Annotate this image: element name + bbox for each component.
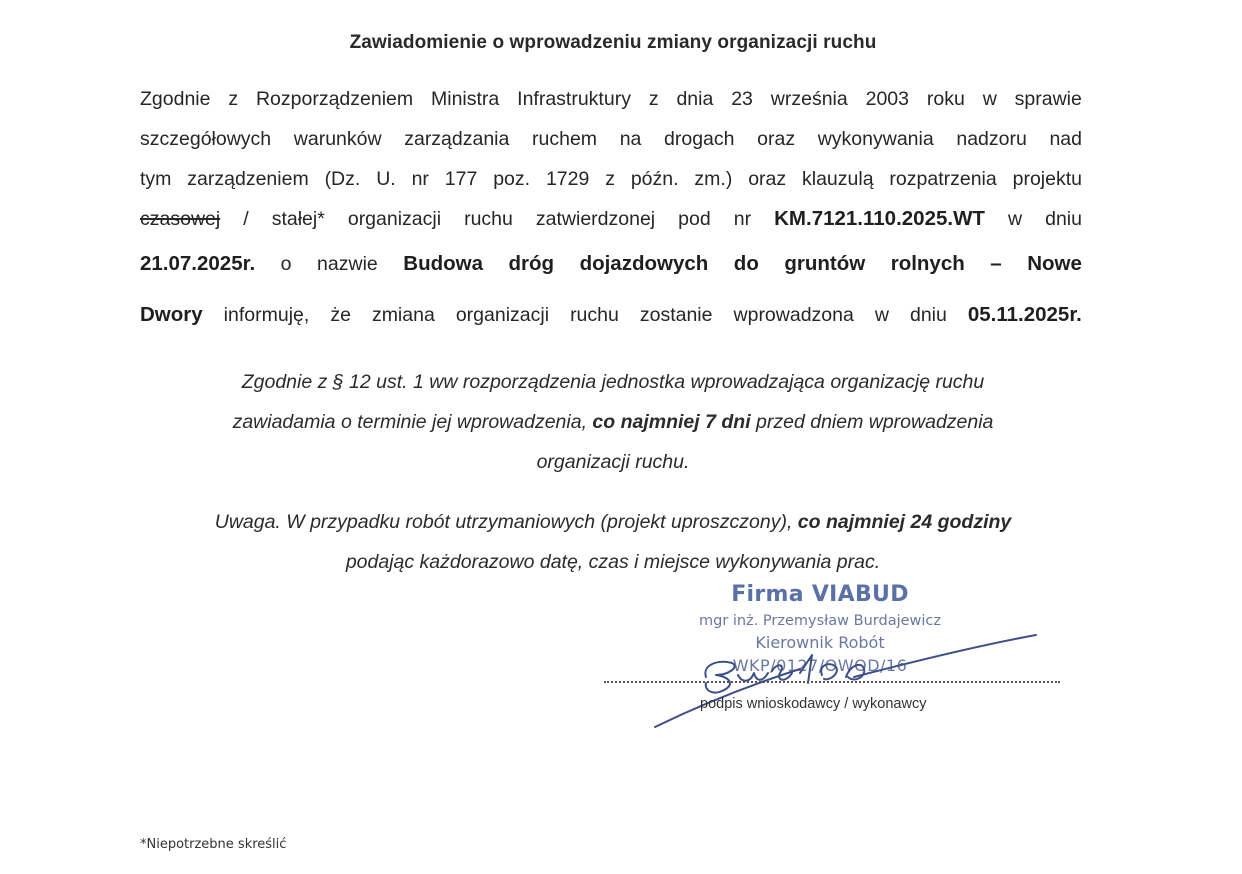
- word: pod: [678, 208, 711, 230]
- project-name-word: –: [990, 252, 1002, 275]
- min-notice-period: co najmniej 7 dni: [592, 411, 751, 433]
- word: ruchu: [570, 304, 619, 326]
- paragraph-line-4: [140, 200, 1082, 240]
- word: że: [330, 304, 351, 326]
- word: informuję,: [223, 304, 310, 326]
- project-name-word: rolnych: [890, 252, 965, 275]
- word: oraz: [757, 128, 796, 150]
- word: dnia: [676, 88, 714, 110]
- paragraph-line-2: [140, 120, 1082, 160]
- word: 23: [731, 88, 753, 110]
- word: szczegółowych: [140, 128, 272, 150]
- word: organizacji: [347, 208, 442, 230]
- word: zarządzania: [404, 128, 510, 150]
- note-text: Uwaga. W przypadku robót utrzymaniowych (projekt uproszczony),: [214, 511, 798, 533]
- stamp-company-name: Firma VIABUD: [731, 582, 909, 607]
- word: z: [648, 88, 659, 110]
- word: dniu: [909, 304, 947, 326]
- project-name-word: Nowe: [1027, 252, 1082, 275]
- project-name-word: dojazdowych: [579, 252, 709, 275]
- word: oraz: [748, 168, 787, 190]
- word: 2003: [865, 88, 909, 110]
- word: zm.): [694, 168, 733, 190]
- stamp-person-name: mgr inż. Przemysław Burdajewicz: [698, 613, 942, 629]
- warning-note: [0, 502, 1226, 582]
- word: ruchu: [464, 208, 513, 230]
- word: U.: [376, 168, 396, 190]
- word: projektu: [1012, 168, 1082, 190]
- document-title: Zawiadomienie o wprowadzeniu zmiany organizacji ruchu: [349, 32, 877, 53]
- word: w: [874, 304, 889, 326]
- note-line: [0, 502, 1226, 542]
- word: dniu: [1045, 208, 1082, 230]
- word: organizacji: [455, 304, 550, 326]
- word: Ministra: [431, 88, 500, 110]
- word: drogach: [664, 128, 735, 150]
- stamp-license-number: WKP/0127/OWOD/16: [732, 656, 908, 675]
- word: wykonywania: [817, 128, 934, 150]
- word: zmiana: [371, 304, 435, 326]
- word: w: [1007, 208, 1023, 230]
- min-notice-hours: co najmniej 24 godziny: [797, 511, 1012, 533]
- note-text: zawiadamia o terminie jej wprowadzenia,: [232, 411, 593, 433]
- word: zatwierdzonej: [535, 208, 656, 230]
- word: Infrastruktury: [517, 88, 631, 110]
- word: (Dz.: [324, 168, 361, 190]
- word: nazwie: [317, 253, 378, 275]
- word: z: [605, 168, 615, 190]
- word: nr: [733, 208, 752, 230]
- stamp-role: Kierownik Robót: [755, 633, 885, 652]
- word: /: [243, 208, 249, 230]
- signature-line: [604, 681, 1060, 683]
- note-line: organizacji ruchu.: [536, 451, 690, 473]
- word: w: [982, 88, 997, 110]
- paragraph-line-6: [140, 291, 1082, 342]
- word: ruchem: [532, 128, 598, 150]
- word: września: [770, 88, 848, 110]
- note-line: podając każdorazowo datę, czas i miejsce wykonywania prac.: [345, 551, 881, 573]
- word: o: [280, 253, 292, 275]
- project-name-word: Dwory: [140, 303, 203, 326]
- paragraph-line-1: [140, 80, 1082, 120]
- project-name-word: do: [733, 252, 759, 275]
- word: poz.: [493, 168, 531, 190]
- note-line: [0, 402, 1226, 442]
- project-name-word: Budowa: [403, 252, 483, 275]
- word: wprowadzona: [733, 304, 854, 326]
- word: stałej*: [271, 208, 325, 230]
- note-text: przed dniem wprowadzenia: [750, 411, 994, 433]
- approval-number: KM.7121.110.2025.WT: [774, 207, 985, 230]
- project-name-word: dróg: [508, 252, 555, 275]
- approval-date: 21.07.2025r.: [140, 252, 256, 275]
- paragraph-line-5: [140, 240, 1082, 291]
- word: nr: [411, 168, 429, 190]
- word: tym: [140, 168, 172, 190]
- regulation-note: [0, 362, 1226, 482]
- paragraph-line-3: [140, 160, 1082, 200]
- word: na: [619, 128, 642, 150]
- word: nadzoru: [956, 128, 1027, 150]
- word: z: [228, 88, 239, 110]
- signature-caption: podpis wnioskodawcy / wykonawcy: [700, 696, 927, 712]
- struck-out-option: czasowej: [140, 208, 221, 230]
- handwritten-signature: [640, 625, 1050, 735]
- word: nad: [1049, 128, 1082, 150]
- word: rozpatrzenia: [889, 168, 997, 190]
- word: późn.: [630, 168, 679, 190]
- word: zostanie: [639, 304, 713, 326]
- main-paragraph: [140, 80, 1082, 342]
- project-name-word: gruntów: [784, 252, 866, 275]
- word: sprawie: [1014, 88, 1082, 110]
- word: zarządzeniem: [187, 168, 309, 190]
- word: roku: [926, 88, 965, 110]
- implementation-date: 05.11.2025r.: [967, 303, 1082, 326]
- footnote: *Niepotrzebne skreślić: [140, 837, 287, 852]
- word: klauzulą: [802, 168, 874, 190]
- note-line: Zgodnie z § 12 ust. 1 ww rozporządzenia jednostka wprowadzająca organizację ruchu: [241, 371, 985, 393]
- word: Zgodnie: [140, 88, 211, 110]
- word: 1729: [545, 168, 590, 190]
- word: Rozporządzeniem: [255, 88, 414, 110]
- word: 177: [444, 168, 478, 190]
- word: warunków: [293, 128, 382, 150]
